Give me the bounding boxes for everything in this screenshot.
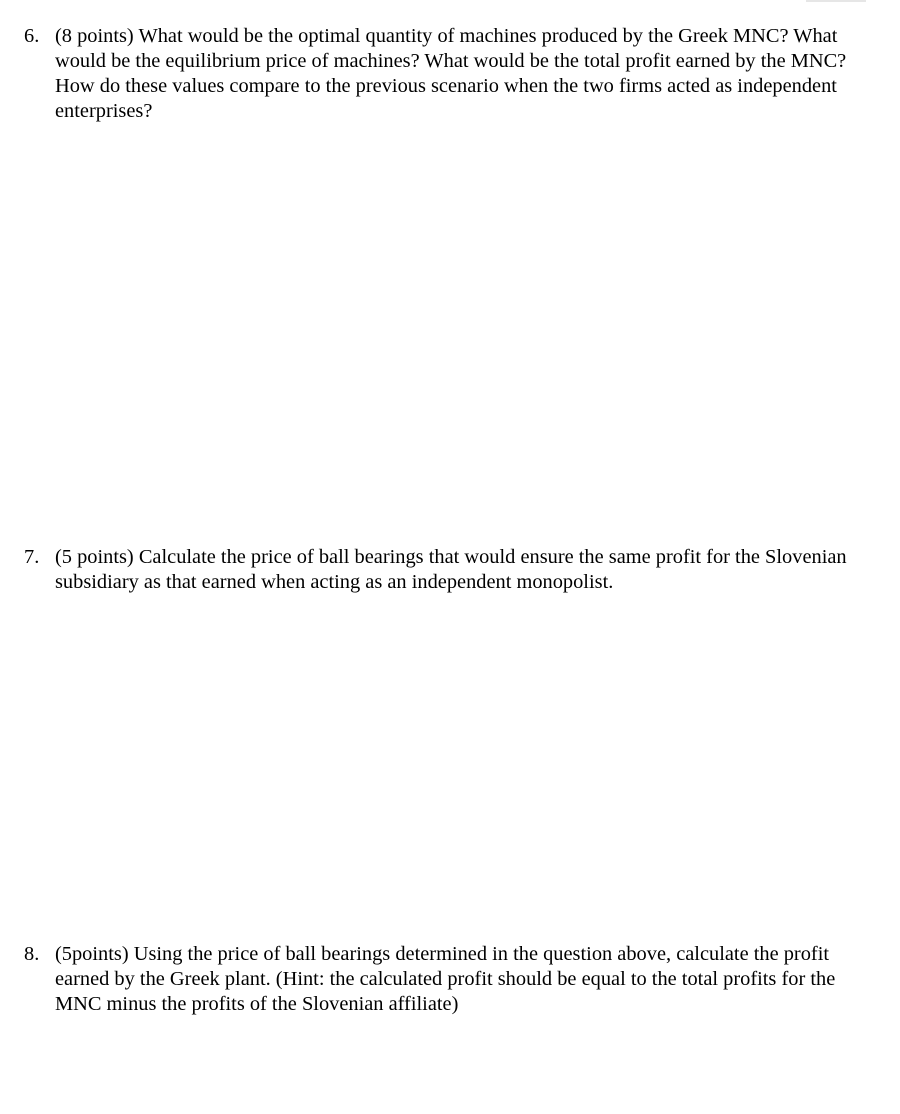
question-text: (5 points) Calculate the price of ball bearings that would ensure the same profit for the Slovenian subsidiary as that earned when acting as an independent monopolist. [55, 546, 847, 593]
question-8 [24, 942, 860, 1017]
question-text: (8 points) What would be the optimal quantity of machines produced by the Greek MNC? What would be the equilibrium price of machines? What would be the total profit earned by the MNC? How do these values compare to the previous scenario when the two firms acted as independent enterprises? [55, 25, 847, 122]
question-text: (5points) Using the price of ball bearings determined in the question above, calculate the profit earned by the Greek plant. (Hint: the calculated profit should be equal to the total profits for the MNC minus the profits of the Slovenian affiliate) [55, 943, 836, 1015]
question-number: 6. [24, 25, 40, 47]
page-top-edge-mark [806, 0, 866, 2]
question-number: 7. [24, 546, 40, 568]
question-7 [24, 545, 860, 595]
question-number: 8. [24, 943, 40, 965]
question-6 [24, 24, 860, 124]
